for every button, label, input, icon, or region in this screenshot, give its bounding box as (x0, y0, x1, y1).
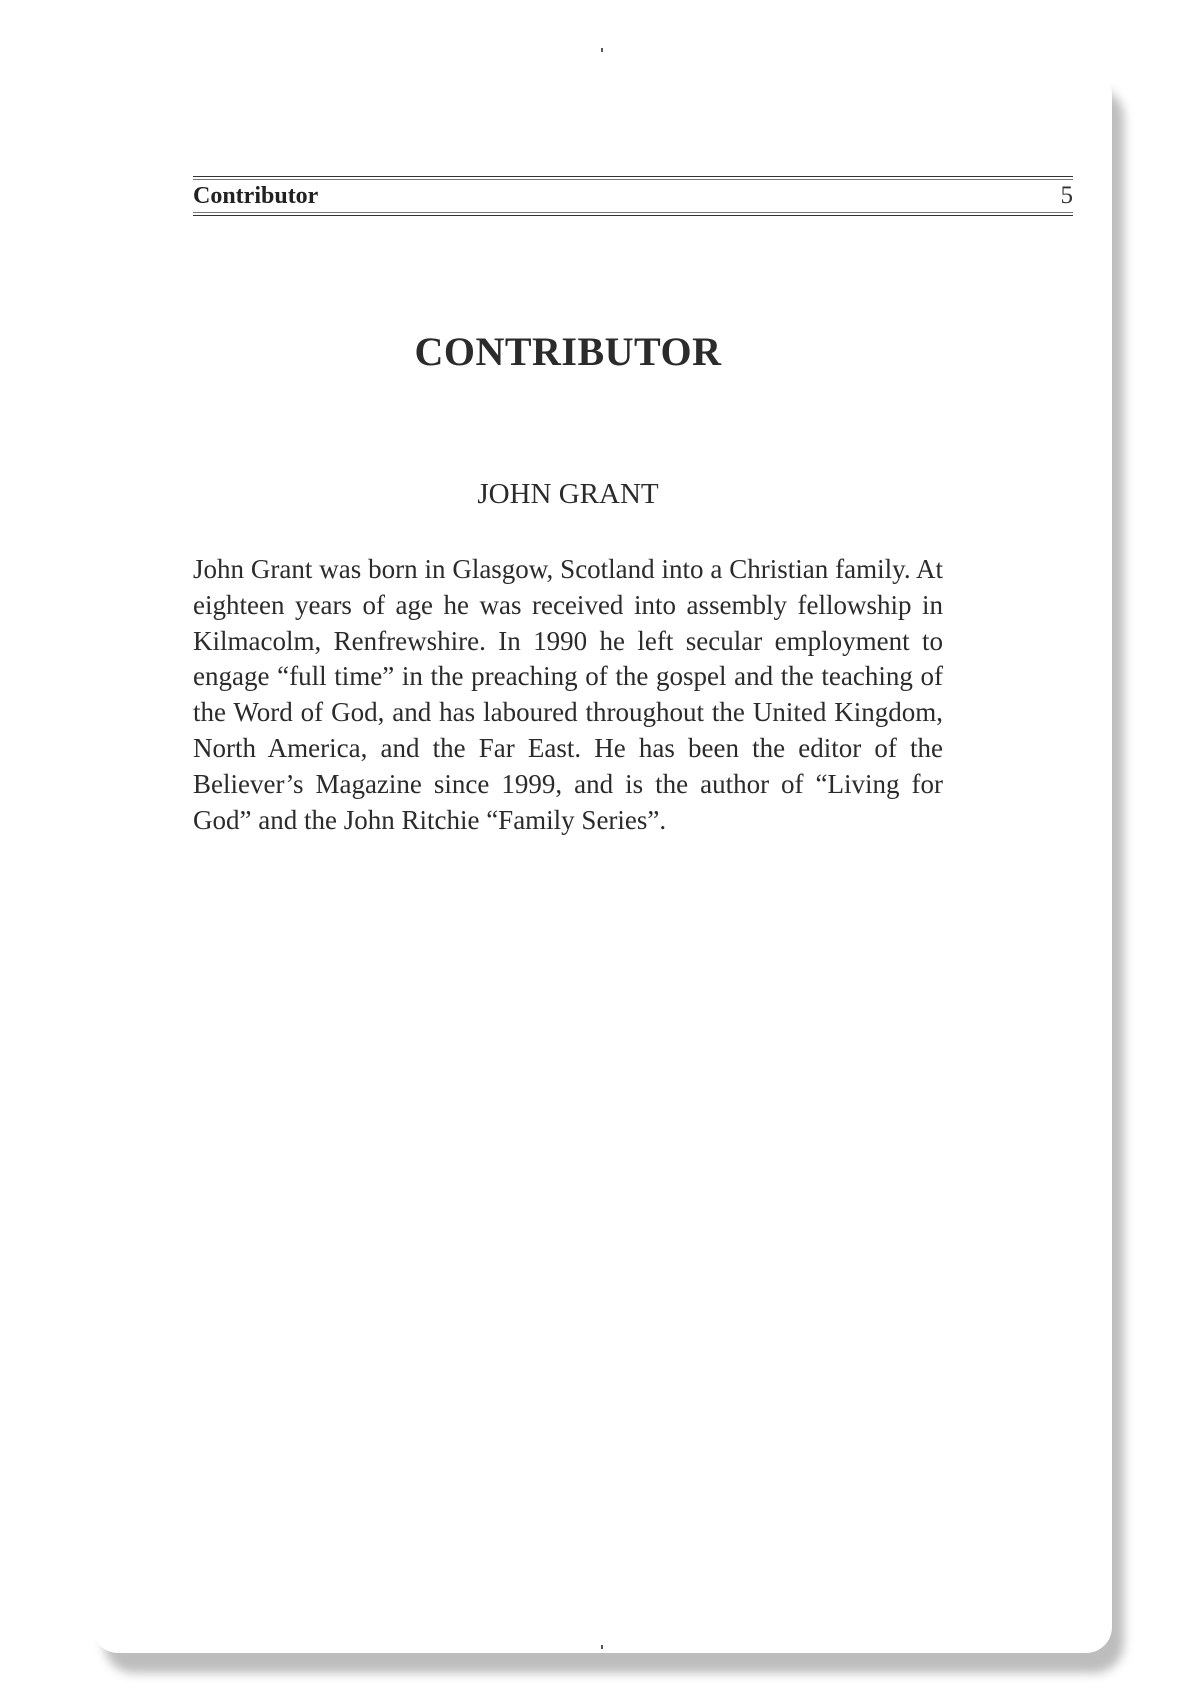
contributor-name: JOHN GRANT (477, 478, 659, 510)
running-head-title: Contributor (193, 183, 319, 209)
running-head (193, 176, 1073, 216)
contributor-bio: John Grant was born in Glasgow, Scotland into a Christian family. At eighteen years of age he was received into assembly fellowship in Kilmacolm, Renfrewshire. In 1990 he left secular employment to engage “full time” in the preaching of the gospel and the teaching of the Word of God, and has laboured throughout the United Kingdom, North America, and the Far East. He has been the editor of the Believer’s Magazine since 1999, and is the author of “Living for God” and the John Ritchie “Family Series”. (193, 554, 943, 835)
page-number: 5 (1060, 182, 1073, 209)
document-page (92, 68, 1112, 1653)
page-top-mark (601, 48, 603, 52)
chapter-title: CONTRIBUTOR (414, 329, 722, 374)
page-bottom-mark (601, 1645, 603, 1649)
